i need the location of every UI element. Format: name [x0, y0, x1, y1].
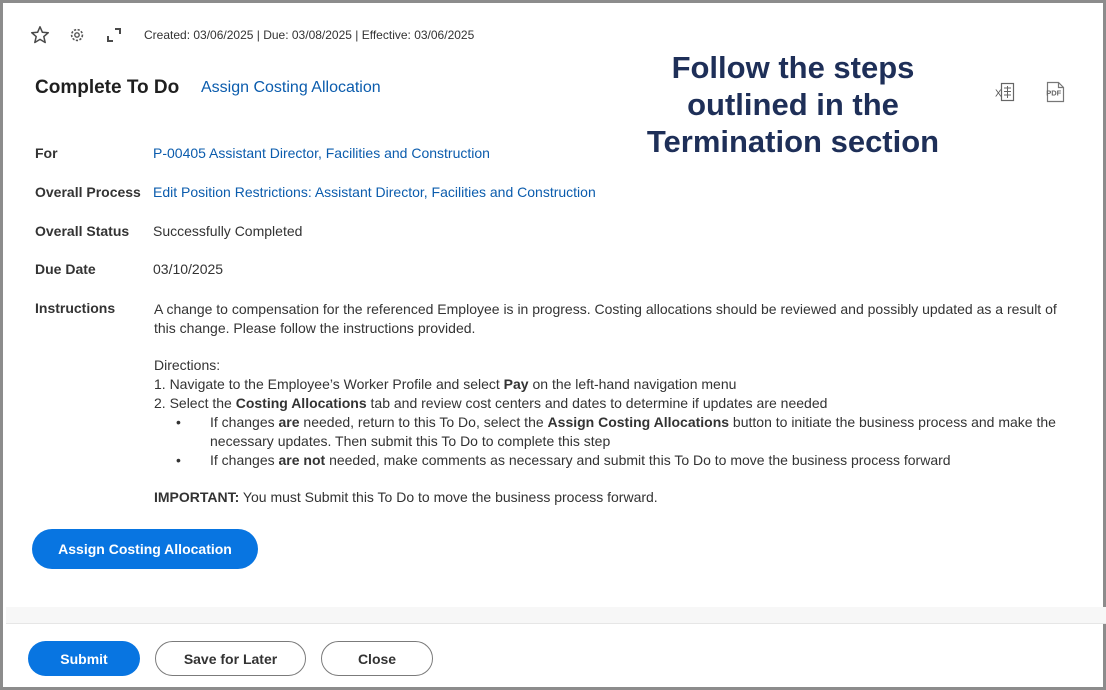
footer-divider-band: [6, 607, 1106, 623]
overlay-line-3: Termination section: [646, 124, 940, 159]
assign-costing-allocation-button[interactable]: Assign Costing Allocation: [32, 529, 258, 569]
pdf-icon-label: PDF: [1046, 88, 1062, 98]
overall-process-label: Overall Process: [35, 184, 141, 200]
toolbar: [29, 23, 474, 47]
instructions-intro: A change to compensation for the referenced Employee is in progress. Costing allocations should be reviewed and possibly updated as a result of this change. Please follow the instructions provided.: [154, 301, 1057, 336]
assign-costing-allocation-link[interactable]: Assign Costing Allocation: [201, 79, 381, 96]
save-for-later-button[interactable]: Save for Later: [155, 641, 306, 676]
overall-status-value: Successfully Completed: [153, 223, 303, 239]
list-item: • If changes are needed, return to this To Do, select the Assign Costing Allocations button to initiate the business process and make the necessary updates. Then submit this To Do to complete this step: [176, 414, 1056, 449]
overall-status-label: Overall Status: [35, 223, 130, 239]
task-dates: Created: 03/06/2025 | Due: 03/08/2025 | Effective: 03/06/2025: [144, 28, 475, 42]
due-date-label: Due Date: [35, 261, 96, 277]
overall-process-link[interactable]: Edit Position Restrictions: Assistant Director, Facilities and Construction: [153, 184, 596, 200]
overlay-line-1: Follow the steps: [671, 50, 915, 85]
list-item: • If changes are not needed, make comments as necessary and submit this To Do to move the business process forward: [176, 452, 951, 468]
submit-button[interactable]: Submit: [28, 641, 140, 676]
overlay-line-2: outlined in the: [687, 87, 899, 122]
directions-heading: Directions:: [154, 357, 221, 373]
overlay-annotation: [603, 49, 983, 160]
expand-icon[interactable]: [103, 24, 125, 46]
bullet: •: [176, 414, 181, 430]
close-button[interactable]: Close: [321, 641, 433, 676]
bullet: •: [176, 452, 181, 468]
direction-step-1: 1. Navigate to the Employee’s Worker Profile and select Pay on the left-hand navigation menu: [154, 376, 737, 392]
gear-icon[interactable]: [66, 24, 88, 46]
page-title: Complete To Do: [35, 77, 180, 98]
footer-divider: [6, 623, 1106, 624]
pdf-export-icon[interactable]: [1044, 81, 1066, 103]
direction-step-2: 2. Select the Costing Allocations tab and review cost centers and dates to determine if updates are needed: [154, 395, 828, 411]
due-date-value: 03/10/2025: [153, 261, 224, 277]
instructions-body: [154, 300, 1069, 507]
excel-export-icon[interactable]: [994, 81, 1016, 103]
svg-text:X: X: [995, 88, 1002, 100]
instructions-label: Instructions: [35, 300, 116, 316]
star-icon[interactable]: [29, 24, 51, 46]
important-note: IMPORTANT: You must Submit this To Do to move the business process forward.: [154, 489, 658, 505]
for-value-link[interactable]: P-00405 Assistant Director, Facilities and Construction: [153, 145, 490, 161]
for-label: For: [35, 145, 58, 161]
